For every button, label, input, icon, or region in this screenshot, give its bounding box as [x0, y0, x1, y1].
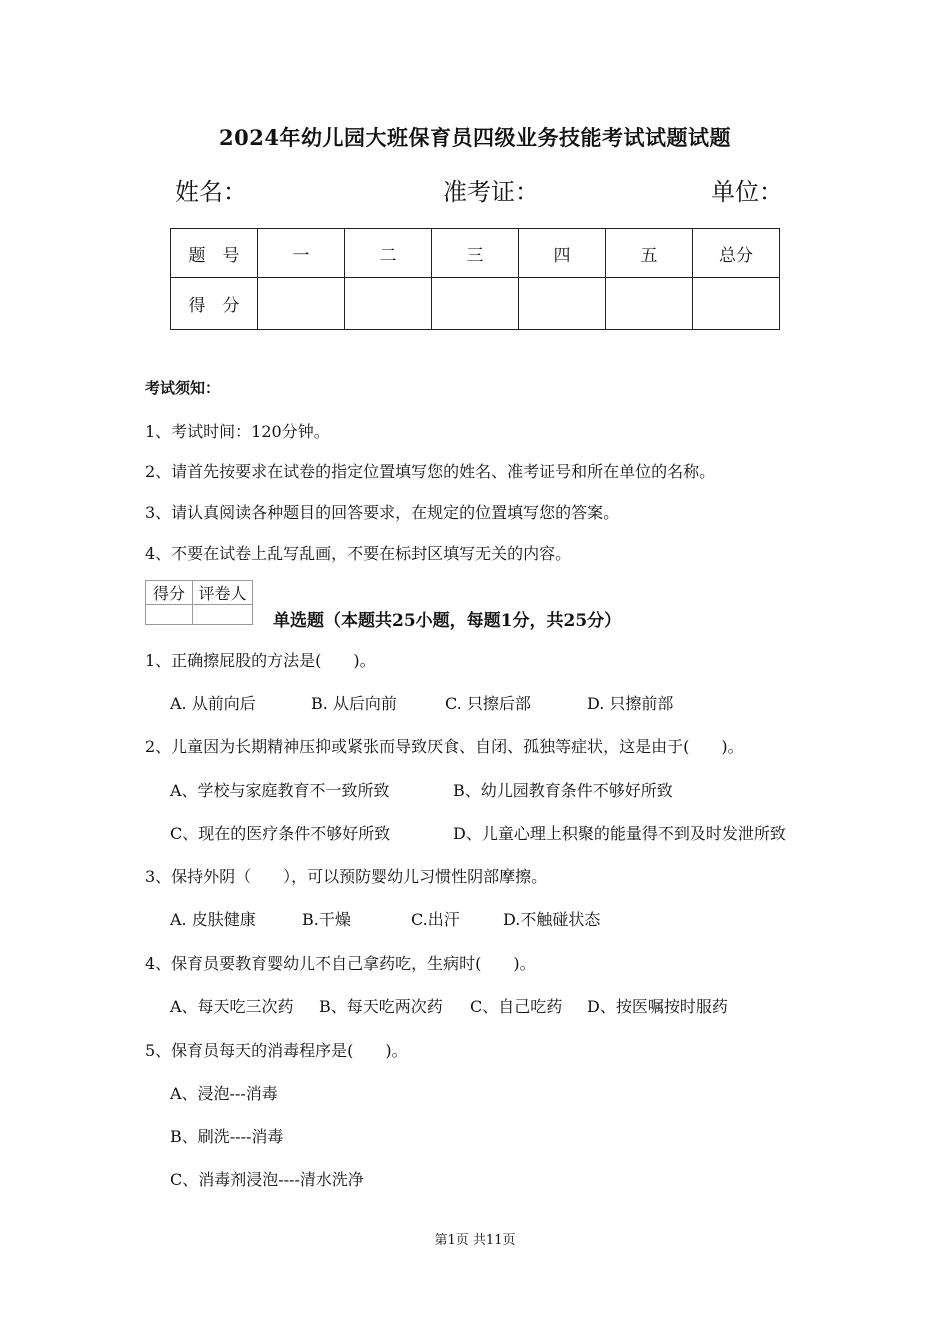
grader-score-label: 得分: [146, 581, 193, 605]
question-stem: 1、正确擦屁股的方法是( )。: [145, 651, 376, 670]
question-option: D.不触碰状态: [503, 910, 601, 929]
score-table-score-row: [171, 278, 780, 330]
question-option: A. 从前向后: [170, 694, 256, 713]
score-cell[interactable]: [519, 278, 606, 330]
question-option: D、按医嘱按时服药: [587, 997, 728, 1016]
score-cell[interactable]: [258, 278, 345, 330]
question-option: A、每天吃三次药: [170, 997, 294, 1016]
name-field-label: 姓名：: [175, 178, 247, 206]
question-stem: 2、儿童因为长期精神压抑或紧张而导致厌食、自闭、孤独等症状，这是由于( )。: [145, 737, 744, 756]
score-table: [170, 228, 780, 330]
question-option: B.干燥: [302, 910, 351, 929]
question-option: D、儿童心理上积聚的能量得不到及时发泄所致: [453, 824, 786, 843]
notice-item: 4、不要在试卷上乱写乱画，不要在标封区填写无关的内容。: [145, 544, 572, 563]
exam-id-field-label: 准考证：: [443, 178, 539, 206]
section-title: 单选题（本题共25小题，每题1分，共25分）: [273, 611, 622, 631]
question-option: C、自己吃药: [470, 997, 563, 1016]
grader-name-cell[interactable]: [193, 605, 253, 625]
grader-name-label: 评卷人: [193, 581, 253, 605]
score-header-cell: 三: [432, 229, 519, 278]
question-option: C、消毒剂浸泡----清水洗净: [170, 1170, 364, 1189]
grader-box: [145, 580, 253, 625]
question-option: B. 从后向前: [311, 694, 397, 713]
grader-score-cell[interactable]: [146, 605, 193, 625]
notice-item: 3、请认真阅读各种题目的回答要求，在规定的位置填写您的答案。: [145, 503, 620, 522]
question-stem: 3、保持外阴（ ），可以预防婴幼儿习惯性阴部摩擦。: [145, 867, 548, 886]
unit-field-label: 单位：: [711, 178, 783, 206]
question-option: B、刷洗----消毒: [170, 1127, 284, 1146]
score-row-label: 得 分: [171, 278, 258, 330]
score-header-cell: 一: [258, 229, 345, 278]
question-stem: 5、保育员每天的消毒程序是( )。: [145, 1041, 408, 1060]
notice-item: 1、考试时间：120分钟。: [145, 422, 330, 441]
score-header-cell: 题 号: [171, 229, 258, 278]
question-option: C.出汗: [411, 910, 460, 929]
question-option: C. 只擦后部: [445, 694, 531, 713]
score-header-cell: 四: [519, 229, 606, 278]
question-option: C、现在的医疗条件不够好所致: [170, 824, 391, 843]
question-option: B、每天吃两次药: [319, 997, 443, 1016]
page-footer: 第1页 共11页: [434, 1233, 516, 1248]
question-option: A、浸泡---消毒: [170, 1084, 278, 1103]
score-cell[interactable]: [432, 278, 519, 330]
score-cell[interactable]: [345, 278, 432, 330]
question-option: D. 只擦前部: [587, 694, 674, 713]
score-cell[interactable]: [693, 278, 780, 330]
notice-heading: 考试须知：: [145, 379, 221, 397]
score-header-cell: 五: [606, 229, 693, 278]
question-stem: 4、保育员要教育婴幼儿不自己拿药吃，生病时( )。: [145, 954, 536, 973]
page-title: 2024年幼儿园大班保育员四级业务技能考试试题试题: [219, 125, 731, 150]
question-option: A、学校与家庭教育不一致所致: [170, 781, 390, 800]
score-cell[interactable]: [606, 278, 693, 330]
question-option: B、幼儿园教育条件不够好所致: [453, 781, 673, 800]
score-table-header-row: [171, 229, 780, 278]
score-header-cell: 总分: [693, 229, 780, 278]
score-header-cell: 二: [345, 229, 432, 278]
question-option: A. 皮肤健康: [170, 910, 256, 929]
notice-item: 2、请首先按要求在试卷的指定位置填写您的姓名、准考证号和所在单位的名称。: [145, 462, 716, 481]
